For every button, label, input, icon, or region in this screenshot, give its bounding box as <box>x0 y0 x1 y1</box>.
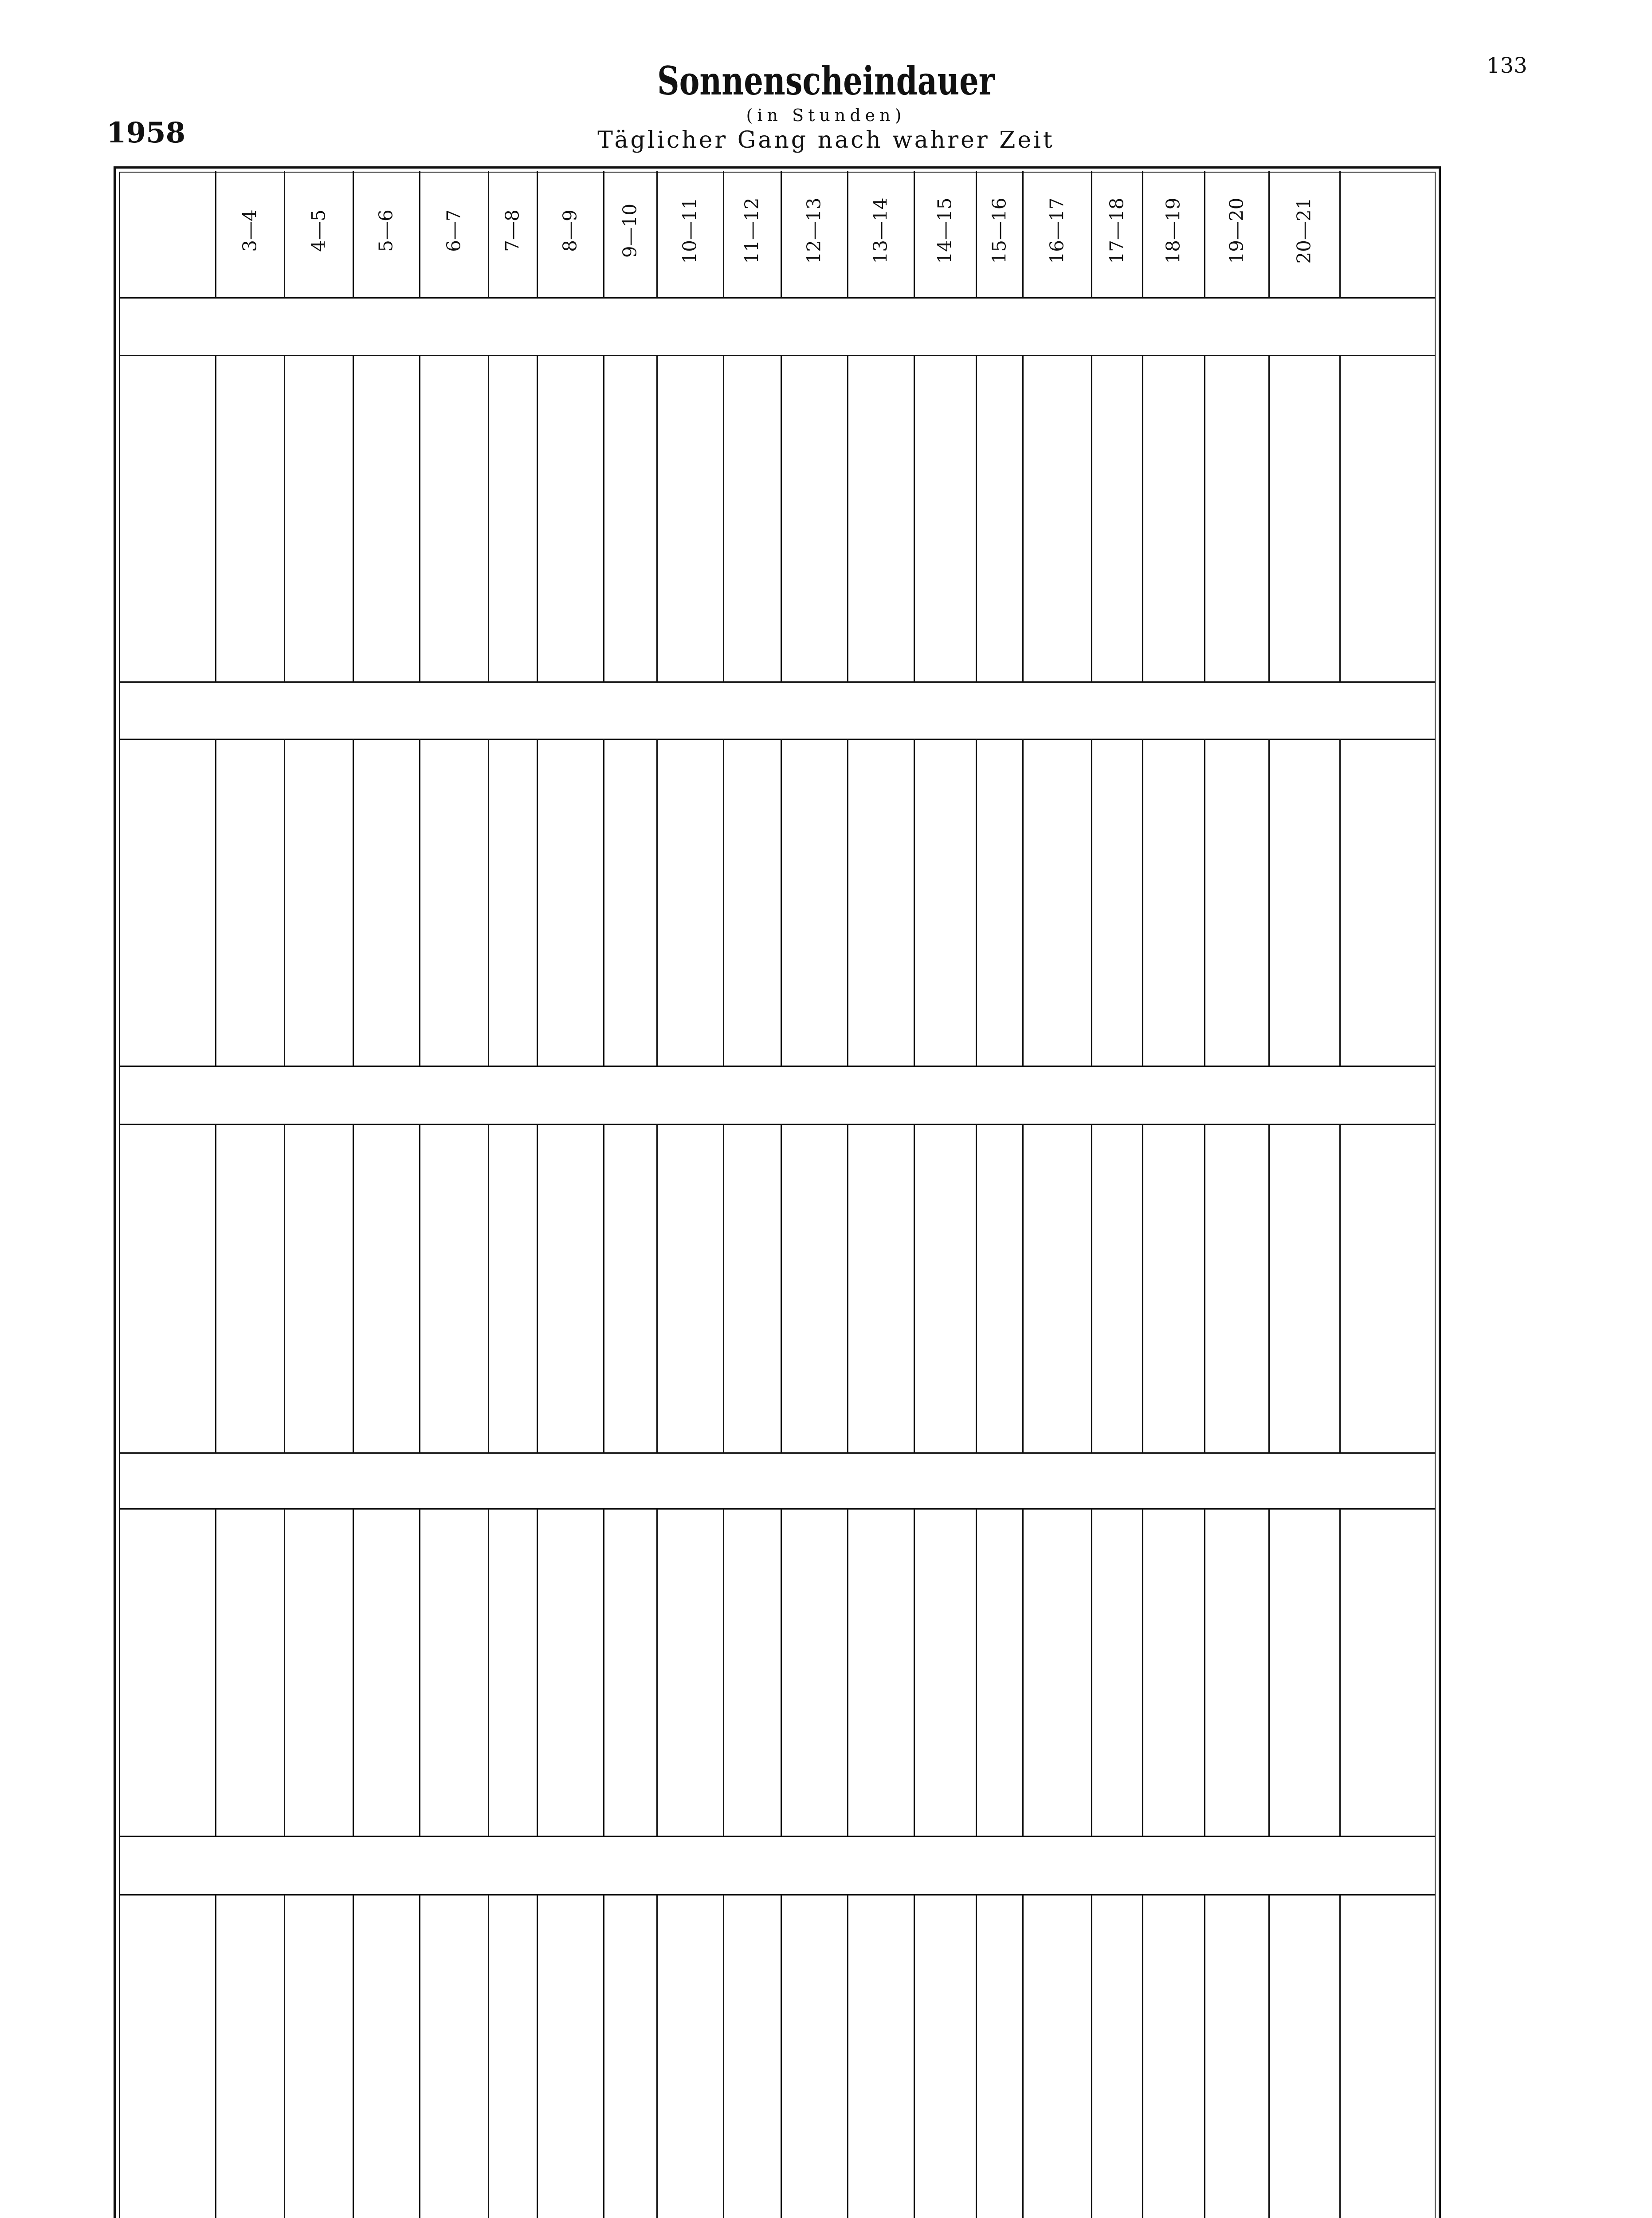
data-column-divider <box>1091 1508 1092 1837</box>
data-column-divider <box>284 355 285 682</box>
header-column-divider <box>914 171 915 297</box>
data-column-divider <box>488 1124 489 1453</box>
data-column-divider <box>847 355 848 682</box>
data-column-divider <box>603 739 604 1066</box>
data-column-divider <box>976 1508 977 1837</box>
header-column-divider <box>781 171 782 297</box>
data-column-divider <box>723 1894 724 2218</box>
data-column-divider <box>1268 1508 1270 1837</box>
header-hour-label: 5—6 <box>375 209 397 252</box>
data-column-divider <box>1091 1124 1092 1453</box>
header-column-divider <box>419 171 420 297</box>
data-column-divider <box>656 739 658 1066</box>
data-column-divider <box>1022 1894 1024 2218</box>
page-title: Sonnenscheindauer <box>657 58 995 104</box>
data-column-divider <box>656 1894 658 2218</box>
data-column-divider <box>488 355 489 682</box>
data-column-divider <box>1091 355 1092 682</box>
header-column-divider <box>1091 171 1092 297</box>
data-column-divider <box>1142 1124 1143 1453</box>
header-column-divider <box>723 171 724 297</box>
data-column-divider <box>603 355 604 682</box>
data-column-divider <box>656 1508 658 1837</box>
station-data-separator <box>119 1508 1436 1510</box>
data-column-divider <box>1268 1894 1270 2218</box>
data-column-divider <box>537 739 538 1066</box>
header-hour-label: 4—5 <box>307 209 329 252</box>
header-hour-label: 16—17 <box>1046 197 1067 264</box>
data-column-divider <box>353 1894 354 2218</box>
header-column-divider <box>976 171 977 297</box>
data-column-divider <box>419 355 420 682</box>
data-column-divider <box>537 1508 538 1837</box>
data-column-divider <box>215 355 216 682</box>
data-column-divider <box>723 1508 724 1837</box>
data-column-divider <box>976 1894 977 2218</box>
data-column-divider <box>976 1124 977 1453</box>
page-number: 133 <box>1487 53 1527 78</box>
data-column-divider <box>537 1124 538 1453</box>
data-column-divider <box>976 355 977 682</box>
year-label: 1958 <box>106 116 186 149</box>
header-hour-label: 20—21 <box>1293 197 1315 264</box>
data-column-divider <box>847 1894 848 2218</box>
data-column-divider <box>914 739 915 1066</box>
header-hour-label: 14—15 <box>934 197 956 264</box>
header-column-divider <box>1339 171 1341 297</box>
station-data-separator <box>119 1124 1436 1125</box>
header-hour-label: 6—7 <box>443 209 464 252</box>
data-column-divider <box>1142 1508 1143 1837</box>
data-column-divider <box>847 739 848 1066</box>
header-column-divider <box>215 171 216 297</box>
data-column-divider <box>603 1508 604 1837</box>
data-column-divider <box>284 739 285 1066</box>
data-column-divider <box>1204 739 1205 1066</box>
data-column-divider <box>723 739 724 1066</box>
data-column-divider <box>914 1508 915 1837</box>
data-column-divider <box>284 1894 285 2218</box>
header-column-divider <box>847 171 848 297</box>
data-column-divider <box>914 1894 915 2218</box>
data-column-divider <box>1142 1894 1143 2218</box>
header-column-divider <box>1022 171 1024 297</box>
data-column-divider <box>723 1124 724 1453</box>
data-column-divider <box>1091 739 1092 1066</box>
data-column-divider <box>603 1894 604 2218</box>
data-column-divider <box>1339 739 1341 1066</box>
data-column-divider <box>1204 1508 1205 1837</box>
data-column-divider <box>488 739 489 1066</box>
data-column-divider <box>914 355 915 682</box>
header-column-divider <box>488 171 489 297</box>
data-column-divider <box>781 1508 782 1837</box>
data-column-divider <box>1204 355 1205 682</box>
station-top-separator <box>119 1836 1436 1837</box>
station-top-separator <box>119 1066 1436 1067</box>
data-column-divider <box>1142 355 1143 682</box>
data-column-divider <box>656 1124 658 1453</box>
data-column-divider <box>284 1124 285 1453</box>
data-column-divider <box>847 1124 848 1453</box>
data-column-divider <box>847 1508 848 1837</box>
header-hour-label: 11—12 <box>741 197 763 264</box>
header-hour-label: 17—18 <box>1106 197 1127 264</box>
header-column-divider <box>1268 171 1270 297</box>
data-column-divider <box>1091 1894 1092 2218</box>
data-column-divider <box>215 1508 216 1837</box>
page-subtitle-2: Täglicher Gang nach wahrer Zeit <box>597 127 1055 153</box>
header-hour-label: 12—13 <box>803 197 825 264</box>
data-column-divider <box>419 1508 420 1837</box>
data-column-divider <box>419 1894 420 2218</box>
header-separator <box>119 297 1436 299</box>
data-column-divider <box>488 1508 489 1837</box>
station-top-separator <box>119 1452 1436 1454</box>
data-column-divider <box>656 355 658 682</box>
data-column-divider <box>976 739 977 1066</box>
data-column-divider <box>1022 355 1024 682</box>
station-data-separator <box>119 1894 1436 1896</box>
data-column-divider <box>781 1124 782 1453</box>
header-column-divider <box>353 171 354 297</box>
table-frame <box>114 166 1441 2218</box>
data-column-divider <box>1268 355 1270 682</box>
header-hour-label: 13—14 <box>869 197 891 264</box>
data-column-divider <box>1268 739 1270 1066</box>
header-hour-label: 3—4 <box>239 209 260 252</box>
header-hour-label: 18—19 <box>1162 197 1184 264</box>
header-hour-label: 9—10 <box>619 203 641 258</box>
data-column-divider <box>1022 1508 1024 1837</box>
data-column-divider <box>781 1894 782 2218</box>
header-hour-label: 10—11 <box>679 197 701 264</box>
data-column-divider <box>914 1124 915 1453</box>
header-column-divider <box>603 171 604 297</box>
station-top-separator <box>119 681 1436 683</box>
data-column-divider <box>353 355 354 682</box>
data-column-divider <box>419 739 420 1066</box>
data-column-divider <box>1339 1894 1341 2218</box>
data-column-divider <box>419 1124 420 1453</box>
page-subtitle: (in Stunden) <box>746 106 906 125</box>
data-column-divider <box>353 739 354 1066</box>
header-hour-label: 19—20 <box>1225 197 1247 264</box>
header-column-divider <box>537 171 538 297</box>
data-column-divider <box>781 355 782 682</box>
header-hour-label: 15—16 <box>988 197 1010 264</box>
header-hour-label: 8—9 <box>559 209 581 252</box>
data-column-divider <box>781 739 782 1066</box>
station-data-separator <box>119 355 1436 356</box>
data-column-divider <box>1339 1508 1341 1837</box>
header-hour-label: 7—8 <box>501 209 523 252</box>
data-column-divider <box>353 1508 354 1837</box>
header-column-divider <box>1142 171 1143 297</box>
data-column-divider <box>215 1894 216 2218</box>
data-column-divider <box>1022 739 1024 1066</box>
data-column-divider <box>537 1894 538 2218</box>
header-column-divider <box>284 171 285 297</box>
data-column-divider <box>603 1124 604 1453</box>
header-column-divider <box>656 171 658 297</box>
station-data-separator <box>119 739 1436 740</box>
data-column-divider <box>215 739 216 1066</box>
data-column-divider <box>215 1124 216 1453</box>
data-column-divider <box>1339 1124 1341 1453</box>
data-column-divider <box>488 1894 489 2218</box>
data-column-divider <box>284 1508 285 1837</box>
data-column-divider <box>1022 1124 1024 1453</box>
data-column-divider <box>1339 355 1341 682</box>
data-column-divider <box>353 1124 354 1453</box>
header-column-divider <box>1204 171 1205 297</box>
data-column-divider <box>1268 1124 1270 1453</box>
data-column-divider <box>1142 739 1143 1066</box>
data-column-divider <box>1204 1894 1205 2218</box>
data-column-divider <box>537 355 538 682</box>
data-column-divider <box>1204 1124 1205 1453</box>
data-column-divider <box>723 355 724 682</box>
